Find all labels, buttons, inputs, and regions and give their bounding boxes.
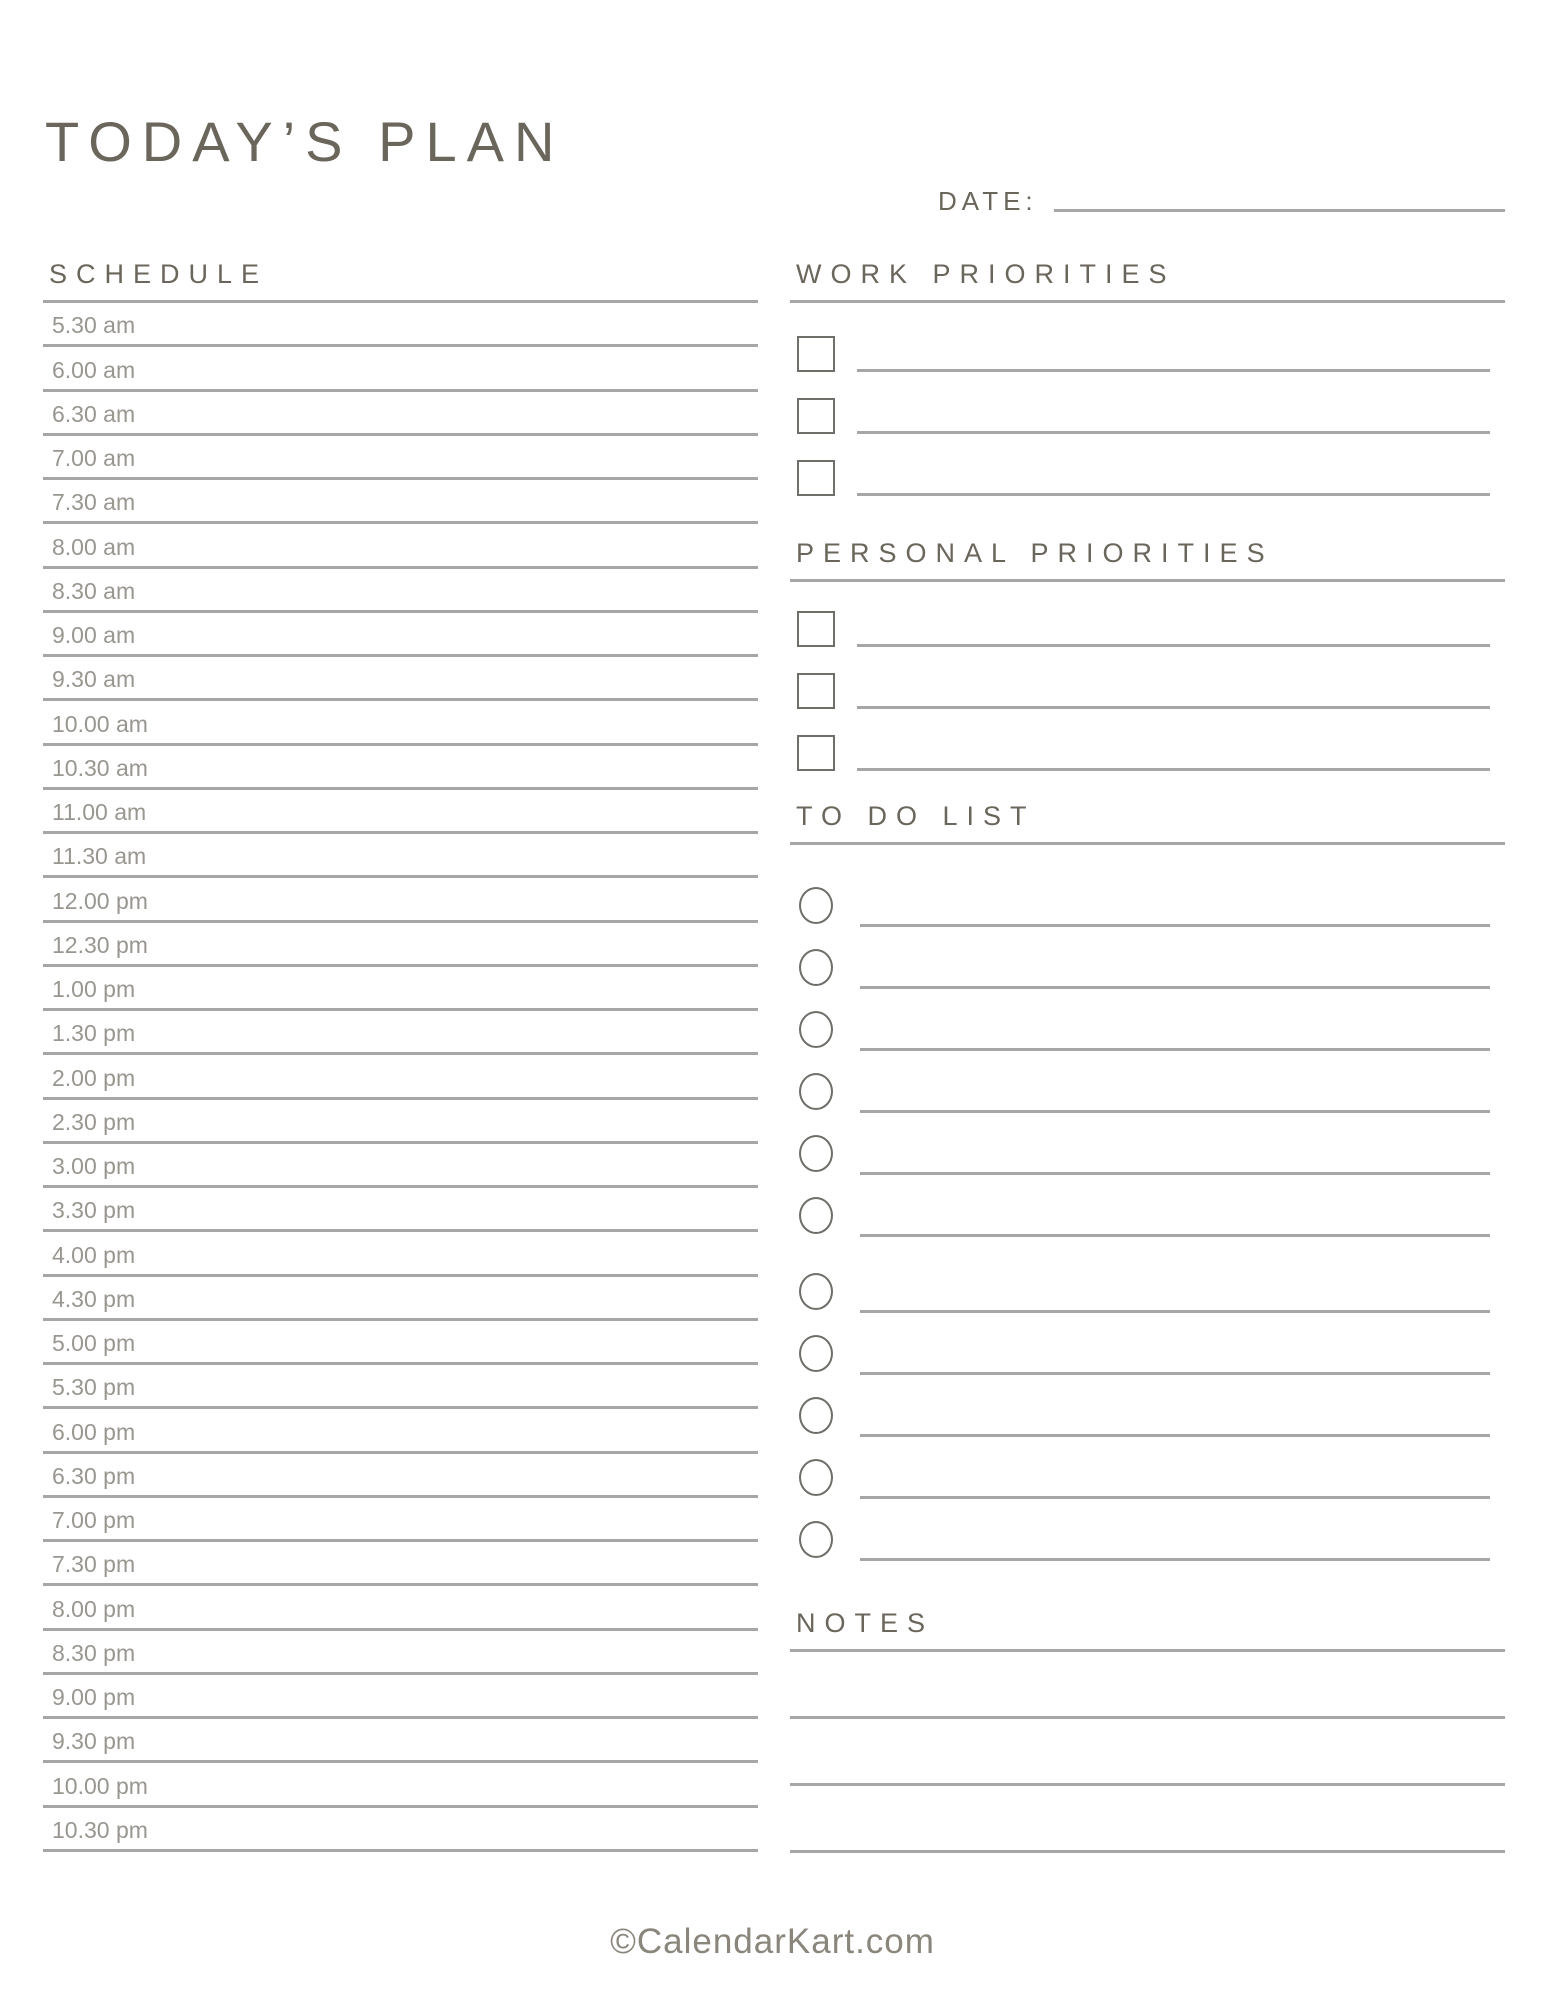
notes-line[interactable] [790, 1652, 1505, 1719]
time-label: 11.30 am [52, 843, 147, 870]
schedule-row-line[interactable] [43, 347, 758, 391]
schedule-row-line[interactable] [43, 746, 758, 790]
personal-priorities-rows [790, 585, 1505, 771]
schedule-section [43, 260, 758, 1852]
schedule-row-line[interactable] [43, 1100, 758, 1144]
schedule-row-line[interactable] [43, 834, 758, 878]
schedule-row-line[interactable] [43, 1409, 758, 1453]
time-label: 9.30 pm [52, 1728, 136, 1755]
schedule-row-line[interactable] [43, 1277, 758, 1321]
schedule-row-line[interactable] [43, 1763, 758, 1807]
time-label: 10.00 am [52, 710, 148, 737]
bullet-circle[interactable] [799, 1521, 833, 1558]
schedule-row-line[interactable] [43, 790, 758, 834]
work-priorities-heading-label: WORK PRIORITIES [796, 259, 1176, 289]
time-label: 1.30 pm [52, 1020, 136, 1047]
bullet-circle[interactable] [799, 1197, 833, 1234]
todo-row [790, 1375, 1505, 1437]
schedule-row-line[interactable] [43, 1232, 758, 1276]
todo-heading [790, 802, 1505, 845]
schedule-row-line[interactable] [43, 524, 758, 568]
checkbox[interactable] [797, 460, 835, 496]
schedule-row-line[interactable] [43, 480, 758, 524]
todo-row [790, 1175, 1505, 1237]
time-label: 7.30 am [52, 489, 136, 516]
checkbox[interactable] [797, 735, 835, 771]
time-label: 7.00 am [52, 445, 136, 471]
time-label: 6.00 am [52, 356, 136, 383]
todo-row [790, 1051, 1505, 1113]
schedule-row-line[interactable] [43, 1055, 758, 1099]
schedule-row-line[interactable] [43, 1675, 758, 1719]
notes-heading [790, 1609, 1505, 1652]
personal-priorities-section [790, 539, 1505, 771]
write-line[interactable] [860, 1558, 1490, 1561]
time-label: 10.30 pm [52, 1816, 148, 1843]
write-line[interactable] [860, 1234, 1490, 1237]
write-line[interactable] [857, 493, 1490, 496]
schedule-heading-label: SCHEDULE [49, 259, 269, 289]
work-priorities-heading [790, 260, 1505, 303]
schedule-row-line[interactable] [43, 701, 758, 745]
todo-row [790, 927, 1505, 989]
schedule-row-line[interactable] [43, 1011, 758, 1055]
time-label: 8.30 pm [52, 1639, 136, 1666]
time-label: 3.30 pm [52, 1197, 136, 1224]
bullet-circle[interactable] [799, 1397, 833, 1434]
work-priorities-section [790, 260, 1505, 496]
bullet-circle[interactable] [799, 887, 833, 924]
schedule-row-line[interactable] [43, 1808, 758, 1852]
schedule-row-line[interactable] [43, 1188, 758, 1232]
time-label: 7.00 pm [52, 1507, 136, 1533]
todo-row [790, 1437, 1505, 1499]
bullet-circle[interactable] [799, 1011, 833, 1048]
time-label: 2.30 pm [52, 1108, 136, 1135]
todo-row [790, 1113, 1505, 1175]
todo-row [790, 1313, 1505, 1375]
time-label: 8.30 am [52, 577, 136, 604]
time-label: 6.00 pm [52, 1418, 136, 1445]
priority-row [790, 434, 1505, 496]
time-label: 2.00 pm [52, 1064, 136, 1091]
schedule-row-line[interactable] [43, 878, 758, 922]
schedule-row-line[interactable] [43, 1365, 758, 1409]
schedule-row-line[interactable] [43, 1498, 758, 1542]
bullet-circle[interactable] [799, 1135, 833, 1172]
time-label: 9.30 am [52, 666, 136, 693]
bullet-circle[interactable] [799, 1335, 833, 1372]
bullet-circle[interactable] [799, 1073, 833, 1110]
personal-priorities-heading-label: PERSONAL PRIORITIES [796, 538, 1274, 568]
checkbox[interactable] [797, 336, 835, 372]
bullet-circle[interactable] [799, 1273, 833, 1310]
checkbox[interactable] [797, 398, 835, 434]
time-label: 11.00 am [52, 799, 147, 825]
write-line[interactable] [857, 768, 1490, 771]
priority-row [790, 585, 1505, 647]
schedule-row-line[interactable] [43, 1719, 758, 1763]
time-label: 1.00 pm [52, 976, 136, 1002]
time-label: 3.00 pm [52, 1153, 136, 1179]
time-label: 5.30 pm [52, 1374, 136, 1401]
priority-row [790, 310, 1505, 372]
time-label: 8.00 pm [52, 1595, 136, 1622]
notes-heading-label: NOTES [796, 1608, 935, 1638]
time-label: 5.00 pm [52, 1330, 136, 1356]
todo-row [790, 989, 1505, 1051]
checkbox[interactable] [797, 611, 835, 647]
notes-section [790, 1609, 1505, 1853]
time-label: 12.00 pm [52, 887, 148, 914]
personal-priorities-heading [790, 539, 1505, 582]
notes-line[interactable] [790, 1786, 1505, 1853]
time-label: 7.30 pm [52, 1551, 136, 1578]
time-label: 10.30 am [52, 754, 148, 781]
time-label: 6.30 am [52, 400, 136, 427]
time-label: 12.30 pm [52, 931, 148, 958]
schedule-row-line[interactable] [43, 923, 758, 967]
footer-credit: ©CalendarKart.com [610, 1922, 935, 1961]
time-label: 8.00 am [52, 533, 136, 560]
schedule-row-line[interactable] [43, 303, 758, 347]
todo-section [790, 802, 1505, 1561]
date-label: DATE: [938, 186, 1038, 216]
date-input-line[interactable] [1054, 209, 1505, 212]
schedule-row-line[interactable] [43, 1144, 758, 1188]
priority-row [790, 709, 1505, 771]
bullet-circle[interactable] [799, 1459, 833, 1496]
date-row [938, 188, 1505, 214]
schedule-row-line[interactable] [43, 569, 758, 613]
schedule-row-line[interactable] [43, 1542, 758, 1586]
time-label: 10.00 pm [52, 1772, 148, 1799]
schedule-row-line[interactable] [43, 1586, 758, 1630]
schedule-row-line[interactable] [43, 967, 758, 1011]
todo-row [790, 865, 1505, 927]
schedule-rows [43, 303, 758, 1852]
checkbox[interactable] [797, 673, 835, 709]
notes-rows [790, 1652, 1505, 1853]
schedule-row-line[interactable] [43, 657, 758, 701]
time-label: 9.00 am [52, 622, 136, 648]
time-label: 4.30 pm [52, 1285, 136, 1312]
priority-row [790, 372, 1505, 434]
work-priorities-rows [790, 310, 1505, 496]
notes-line[interactable] [790, 1719, 1505, 1786]
schedule-row-line[interactable] [43, 1631, 758, 1675]
page-title: TODAY’S PLAN [45, 110, 565, 173]
schedule-row-line[interactable] [43, 1454, 758, 1498]
todo-rows [790, 865, 1505, 1561]
time-label: 6.30 pm [52, 1462, 136, 1489]
time-label: 5.30 am [52, 312, 136, 339]
schedule-row-line[interactable] [43, 1321, 758, 1365]
time-label: 4.00 pm [52, 1241, 136, 1268]
todo-row [790, 1499, 1505, 1561]
todo-heading-label: TO DO LIST [796, 801, 1036, 831]
schedule-row-line[interactable] [43, 436, 758, 480]
schedule-row-line[interactable] [43, 392, 758, 436]
schedule-row-line[interactable] [43, 613, 758, 657]
time-label: 9.00 pm [52, 1684, 136, 1710]
todo-row [790, 1251, 1505, 1313]
schedule-heading [43, 260, 758, 303]
priority-row [790, 647, 1505, 709]
bullet-circle[interactable] [799, 949, 833, 986]
